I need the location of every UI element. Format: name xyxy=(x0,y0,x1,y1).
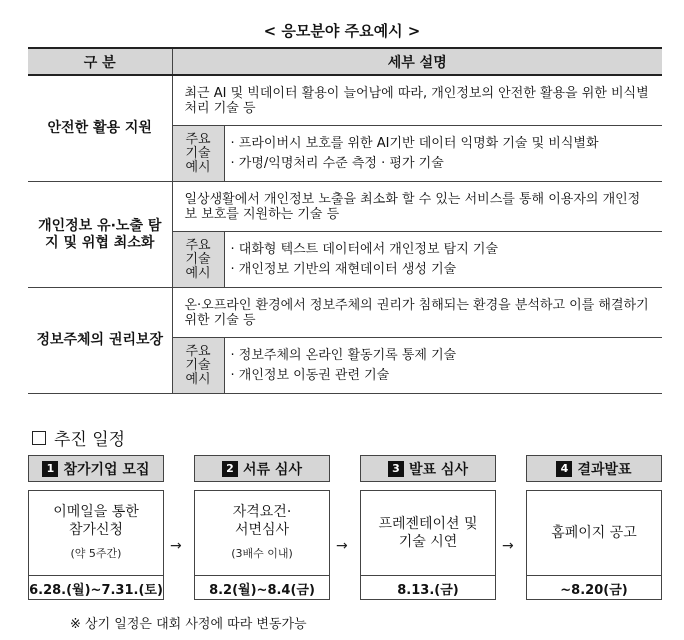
application-field-table xyxy=(28,47,662,394)
schedule-title xyxy=(32,425,125,450)
row-description: 일상생활에서 개인정보 노출을 최소화 할 수 있는 서비스를 통해 이용자의 개인정보 보호를 지원하는 기술 등 xyxy=(173,182,663,232)
step-number: 1 xyxy=(42,461,58,477)
step-box xyxy=(194,490,330,600)
row-category: 정보주체의 권리보장 xyxy=(28,288,172,394)
step-number: 4 xyxy=(556,461,572,477)
step-date: 8.13.(금) xyxy=(361,575,495,600)
step-duration: (약 5주간) xyxy=(70,547,122,560)
step-box xyxy=(28,490,164,600)
step-box xyxy=(526,490,662,600)
step-number: 3 xyxy=(388,461,404,477)
tech-examples-label: 주요 기술 예시 xyxy=(173,232,225,287)
step-name: 참가기업 모집 xyxy=(63,461,150,478)
tech-example-item: · 가명/익명처리 수준 측정 · 평가 기술 xyxy=(230,155,444,171)
step-body-line: 이메일을 통한 xyxy=(53,504,139,520)
row-category: 안전한 활용 지원 xyxy=(28,75,172,182)
table-row xyxy=(28,288,662,394)
row-detail xyxy=(172,288,662,394)
tech-example-item: · 프라이버시 보호를 위한 AI기반 데이터 익명화 기술 및 비식별화 xyxy=(230,135,599,151)
table-row xyxy=(28,75,662,182)
step-body-line: 프레젠테이션 및 xyxy=(378,516,478,532)
step-duration: (3배수 이내) xyxy=(231,547,293,560)
step-date: ~8.20(금) xyxy=(527,575,661,600)
step-body-line: 기술 시연 xyxy=(398,534,458,550)
table-row xyxy=(28,182,662,288)
tech-example-item: · 개인정보 기반의 재현데이터 생성 기술 xyxy=(230,261,457,277)
step-body-line: 홈페이지 공고 xyxy=(551,525,637,541)
step-body-line: 자격요건· xyxy=(232,504,292,520)
step-header xyxy=(194,455,330,482)
step-date: 6.28.(월)~7.31.(토) xyxy=(29,575,163,600)
step-header xyxy=(526,455,662,482)
step-date: 8.2(월)~8.4(금) xyxy=(195,575,329,600)
step-name: 결과발표 xyxy=(577,461,632,478)
tech-examples xyxy=(173,232,663,287)
row-description: 최근 AI 및 빅데이터 활용이 늘어남에 따라, 개인정보의 안전한 활용을 위한 비식별 처리 기술 등 xyxy=(173,76,663,126)
schedule-title-text: 추진 일정 xyxy=(54,430,126,450)
row-detail xyxy=(172,75,662,182)
section-heading: < 응모분야 주요예시 > xyxy=(263,22,421,40)
tech-examples xyxy=(173,338,663,393)
arrow-right-icon: → xyxy=(170,538,182,554)
step-box xyxy=(360,490,496,600)
step-number: 2 xyxy=(222,461,238,477)
schedule-note: ※ 상기 일정은 대회 사정에 따라 변동가능 xyxy=(70,617,307,632)
row-category: 개인정보 유·노출 탐지 및 위협 최소화 xyxy=(28,182,172,288)
row-detail xyxy=(172,182,662,288)
tech-example-item: · 개인정보 이동권 관련 기술 xyxy=(230,367,390,383)
step-header xyxy=(360,455,496,482)
tech-examples-label: 주요 기술 예시 xyxy=(173,338,225,393)
step-name: 발표 심사 xyxy=(409,461,468,478)
header-category: 구 분 xyxy=(28,48,172,75)
step-body-line: 서면심사 xyxy=(234,522,290,538)
step-header xyxy=(28,455,164,482)
tech-example-item: · 대화형 텍스트 데이터에서 개인정보 탐지 기술 xyxy=(230,241,499,257)
arrow-right-icon: → xyxy=(336,538,348,554)
tech-examples-label: 주요 기술 예시 xyxy=(173,126,225,181)
step-body-line: 참가신청 xyxy=(68,522,124,538)
header-detail: 세부 설명 xyxy=(172,48,662,75)
step-name: 서류 심사 xyxy=(243,461,302,478)
tech-example-item: · 정보주체의 온라인 활동기록 통제 기술 xyxy=(230,347,457,363)
tech-examples xyxy=(173,126,663,181)
square-bullet-icon xyxy=(32,431,46,445)
arrow-right-icon: → xyxy=(502,538,514,554)
row-description: 온·오프라인 환경에서 정보주체의 권리가 침해되는 환경을 분석하고 이를 해결하기 위한 기술 등 xyxy=(173,288,663,338)
